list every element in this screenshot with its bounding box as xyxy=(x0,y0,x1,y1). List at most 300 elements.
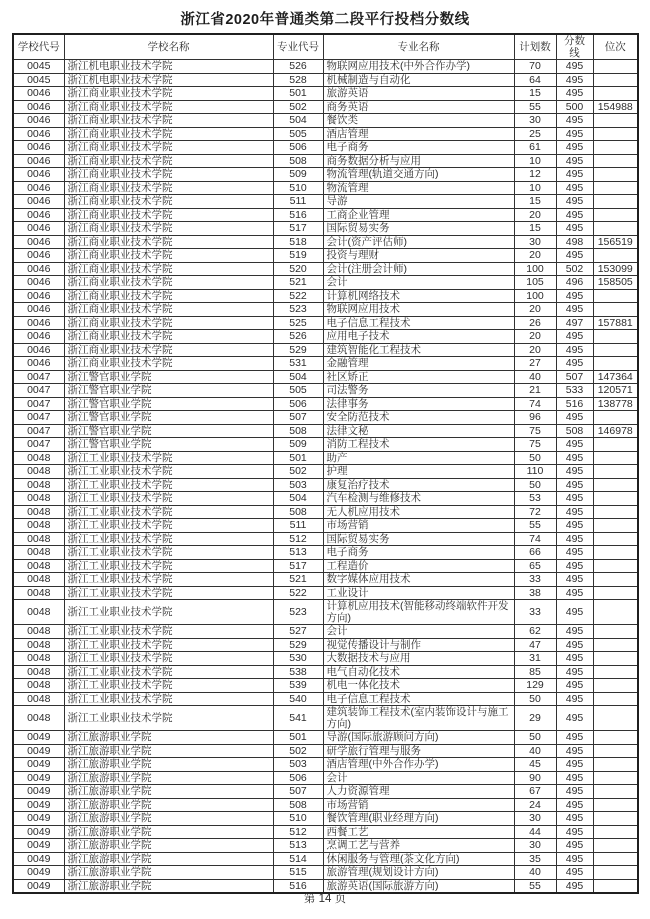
cell-score-line: 495 xyxy=(556,692,593,706)
cell-score-line: 495 xyxy=(556,532,593,546)
cell-plan-count: 20 xyxy=(514,343,556,357)
cell-score-line: 495 xyxy=(556,330,593,344)
cell-school-name: 浙江工业职业技术学院 xyxy=(64,586,273,600)
cell-major-name: 导游(国际旅游顾问方向) xyxy=(323,731,514,745)
cell-school-code: 0046 xyxy=(13,127,64,141)
cell-major-name: 康复治疗技术 xyxy=(323,478,514,492)
cell-school-code: 0048 xyxy=(13,546,64,560)
cell-major-code: 508 xyxy=(273,798,323,812)
cell-score-line: 495 xyxy=(556,168,593,182)
cell-plan-count: 67 xyxy=(514,785,556,799)
table-row xyxy=(13,424,638,438)
cell-score-line: 495 xyxy=(556,586,593,600)
cell-major-name: 物联网应用技术 xyxy=(323,303,514,317)
cell-score-line: 495 xyxy=(556,195,593,209)
cell-school-name: 浙江旅游职业学院 xyxy=(64,771,273,785)
cell-major-name: 会计(资产评估师) xyxy=(323,235,514,249)
table-row xyxy=(13,330,638,344)
cell-school-code: 0049 xyxy=(13,731,64,745)
cell-school-code: 0046 xyxy=(13,141,64,155)
cell-school-code: 0049 xyxy=(13,744,64,758)
cell-score-line: 495 xyxy=(556,785,593,799)
cell-major-code: 540 xyxy=(273,692,323,706)
page-title: 浙江省2020年普通类第二段平行投档分数线 xyxy=(180,12,470,28)
cell-school-name: 浙江商业职业技术学院 xyxy=(64,168,273,182)
cell-plan-count: 15 xyxy=(514,87,556,101)
cell-school-code: 0048 xyxy=(13,692,64,706)
cell-plan-count: 75 xyxy=(514,438,556,452)
table-row xyxy=(13,652,638,666)
cell-major-code: 528 xyxy=(273,73,323,87)
cell-school-code: 0048 xyxy=(13,478,64,492)
cell-plan-count: 10 xyxy=(514,154,556,168)
cell-score-line: 502 xyxy=(556,262,593,276)
cell-major-code: 508 xyxy=(273,505,323,519)
cell-rank xyxy=(593,625,638,639)
score-table-body xyxy=(13,60,638,893)
cell-major-code: 512 xyxy=(273,825,323,839)
cell-major-name: 工程造价 xyxy=(323,559,514,573)
cell-score-line: 495 xyxy=(556,600,593,625)
cell-plan-count: 24 xyxy=(514,798,556,812)
cell-plan-count: 55 xyxy=(514,519,556,533)
cell-school-code: 0046 xyxy=(13,154,64,168)
table-row xyxy=(13,262,638,276)
cell-school-code: 0046 xyxy=(13,343,64,357)
cell-school-name: 浙江旅游职业学院 xyxy=(64,839,273,853)
cell-school-name: 浙江警官职业学院 xyxy=(64,384,273,398)
cell-score-line: 495 xyxy=(556,222,593,236)
cell-score-line: 516 xyxy=(556,397,593,411)
cell-major-name: 建筑装饰工程技术(室内装饰设计与施工方向) xyxy=(323,706,514,731)
cell-plan-count: 65 xyxy=(514,559,556,573)
cell-major-name: 电子商务 xyxy=(323,546,514,560)
cell-major-code: 505 xyxy=(273,127,323,141)
table-row xyxy=(13,692,638,706)
cell-major-code: 509 xyxy=(273,168,323,182)
cell-major-name: 物流管理(轨道交通方向) xyxy=(323,168,514,182)
cell-school-code: 0048 xyxy=(13,625,64,639)
cell-rank xyxy=(593,546,638,560)
cell-plan-count: 100 xyxy=(514,262,556,276)
cell-score-line: 495 xyxy=(556,438,593,452)
table-row xyxy=(13,478,638,492)
cell-major-name: 投资与理财 xyxy=(323,249,514,263)
cell-plan-count: 50 xyxy=(514,478,556,492)
cell-major-code: 502 xyxy=(273,744,323,758)
cell-major-name: 视觉传播设计与制作 xyxy=(323,638,514,652)
cell-score-line: 495 xyxy=(556,492,593,506)
cell-score-line: 495 xyxy=(556,343,593,357)
table-row xyxy=(13,638,638,652)
cell-school-name: 浙江商业职业技术学院 xyxy=(64,357,273,371)
cell-major-code: 525 xyxy=(273,316,323,330)
cell-major-name: 会计 xyxy=(323,276,514,290)
cell-rank xyxy=(593,181,638,195)
cell-school-code: 0049 xyxy=(13,785,64,799)
cell-school-code: 0047 xyxy=(13,424,64,438)
cell-score-line: 495 xyxy=(556,289,593,303)
score-table-head-row xyxy=(13,34,638,60)
cell-rank: 147364 xyxy=(593,370,638,384)
cell-major-code: 508 xyxy=(273,154,323,168)
cell-plan-count: 64 xyxy=(514,73,556,87)
cell-school-code: 0047 xyxy=(13,370,64,384)
cell-score-line: 495 xyxy=(556,573,593,587)
page-number: 第 14 页 xyxy=(303,893,347,905)
cell-major-name: 机电一体化技术 xyxy=(323,679,514,693)
cell-major-name: 市场营销 xyxy=(323,519,514,533)
cell-school-name: 浙江工业职业技术学院 xyxy=(64,625,273,639)
cell-plan-count: 96 xyxy=(514,411,556,425)
column-header: 专业代号 xyxy=(273,34,323,60)
cell-school-name: 浙江机电职业技术学院 xyxy=(64,60,273,74)
cell-major-code: 504 xyxy=(273,114,323,128)
cell-plan-count: 29 xyxy=(514,706,556,731)
cell-school-name: 浙江工业职业技术学院 xyxy=(64,478,273,492)
cell-plan-count: 40 xyxy=(514,370,556,384)
cell-major-name: 汽车检测与维修技术 xyxy=(323,492,514,506)
cell-major-name: 导游 xyxy=(323,195,514,209)
cell-major-code: 531 xyxy=(273,357,323,371)
cell-school-name: 浙江商业职业技术学院 xyxy=(64,235,273,249)
cell-major-name: 物流管理 xyxy=(323,181,514,195)
cell-school-code: 0048 xyxy=(13,652,64,666)
cell-major-name: 数字媒体应用技术 xyxy=(323,573,514,587)
cell-major-code: 539 xyxy=(273,679,323,693)
cell-school-code: 0048 xyxy=(13,465,64,479)
cell-major-name: 物联网应用技术(中外合作办学) xyxy=(323,60,514,74)
score-table xyxy=(12,33,639,894)
cell-score-line: 495 xyxy=(556,127,593,141)
cell-school-name: 浙江商业职业技术学院 xyxy=(64,249,273,263)
cell-plan-count: 72 xyxy=(514,505,556,519)
table-row xyxy=(13,546,638,560)
table-row xyxy=(13,276,638,290)
cell-major-code: 517 xyxy=(273,222,323,236)
cell-score-line: 495 xyxy=(556,478,593,492)
cell-plan-count: 50 xyxy=(514,692,556,706)
cell-score-line: 495 xyxy=(556,839,593,853)
cell-rank xyxy=(593,731,638,745)
cell-major-name: 电子商务 xyxy=(323,141,514,155)
cell-plan-count: 33 xyxy=(514,600,556,625)
cell-score-line: 495 xyxy=(556,451,593,465)
cell-school-code: 0046 xyxy=(13,289,64,303)
cell-school-code: 0046 xyxy=(13,276,64,290)
cell-plan-count: 74 xyxy=(514,397,556,411)
cell-major-code: 514 xyxy=(273,852,323,866)
cell-score-line: 495 xyxy=(556,758,593,772)
cell-major-code: 527 xyxy=(273,625,323,639)
cell-score-line: 495 xyxy=(556,87,593,101)
cell-school-name: 浙江商业职业技术学院 xyxy=(64,222,273,236)
cell-school-code: 0048 xyxy=(13,559,64,573)
cell-rank xyxy=(593,411,638,425)
cell-school-name: 浙江商业职业技术学院 xyxy=(64,100,273,114)
cell-major-code: 513 xyxy=(273,546,323,560)
cell-rank xyxy=(593,706,638,731)
column-header: 位次 xyxy=(593,34,638,60)
cell-major-name: 消防工程技术 xyxy=(323,438,514,452)
cell-major-code: 526 xyxy=(273,60,323,74)
cell-school-code: 0046 xyxy=(13,195,64,209)
cell-rank: 153099 xyxy=(593,262,638,276)
cell-school-name: 浙江旅游职业学院 xyxy=(64,785,273,799)
cell-major-code: 541 xyxy=(273,706,323,731)
cell-major-name: 计算机应用技术(智能移动终端软件开发方向) xyxy=(323,600,514,625)
cell-school-name: 浙江工业职业技术学院 xyxy=(64,451,273,465)
cell-score-line: 495 xyxy=(556,411,593,425)
cell-school-name: 浙江旅游职业学院 xyxy=(64,866,273,880)
cell-plan-count: 53 xyxy=(514,492,556,506)
cell-plan-count: 31 xyxy=(514,652,556,666)
cell-major-name: 护理 xyxy=(323,465,514,479)
cell-major-code: 503 xyxy=(273,758,323,772)
cell-major-name: 机械制造与自动化 xyxy=(323,73,514,87)
cell-school-name: 浙江机电职业技术学院 xyxy=(64,73,273,87)
cell-plan-count: 15 xyxy=(514,195,556,209)
table-row xyxy=(13,316,638,330)
cell-rank xyxy=(593,852,638,866)
cell-school-code: 0049 xyxy=(13,812,64,826)
cell-major-name: 会计 xyxy=(323,625,514,639)
table-row xyxy=(13,731,638,745)
cell-school-code: 0046 xyxy=(13,114,64,128)
cell-score-line: 495 xyxy=(556,825,593,839)
cell-school-code: 0046 xyxy=(13,357,64,371)
cell-score-line: 495 xyxy=(556,638,593,652)
cell-rank xyxy=(593,785,638,799)
cell-rank xyxy=(593,357,638,371)
cell-plan-count: 44 xyxy=(514,825,556,839)
cell-school-name: 浙江警官职业学院 xyxy=(64,397,273,411)
cell-school-name: 浙江工业职业技术学院 xyxy=(64,706,273,731)
cell-school-code: 0048 xyxy=(13,573,64,587)
cell-rank xyxy=(593,492,638,506)
cell-school-name: 浙江商业职业技术学院 xyxy=(64,141,273,155)
cell-major-name: 商务数据分析与应用 xyxy=(323,154,514,168)
table-row xyxy=(13,706,638,731)
cell-score-line: 495 xyxy=(556,154,593,168)
cell-major-code: 509 xyxy=(273,438,323,452)
table-row xyxy=(13,222,638,236)
cell-major-name: 建筑智能化工程技术 xyxy=(323,343,514,357)
cell-major-code: 517 xyxy=(273,559,323,573)
cell-major-name: 国际贸易实务 xyxy=(323,532,514,546)
cell-rank xyxy=(593,600,638,625)
cell-school-name: 浙江工业职业技术学院 xyxy=(64,505,273,519)
cell-school-name: 浙江旅游职业学院 xyxy=(64,852,273,866)
cell-school-name: 浙江警官职业学院 xyxy=(64,438,273,452)
cell-school-code: 0046 xyxy=(13,208,64,222)
cell-school-name: 浙江工业职业技术学院 xyxy=(64,692,273,706)
cell-score-line: 495 xyxy=(556,812,593,826)
table-row xyxy=(13,586,638,600)
cell-school-name: 浙江旅游职业学院 xyxy=(64,879,273,893)
cell-school-code: 0046 xyxy=(13,181,64,195)
table-row xyxy=(13,73,638,87)
table-row xyxy=(13,744,638,758)
cell-school-name: 浙江工业职业技术学院 xyxy=(64,665,273,679)
cell-rank xyxy=(593,195,638,209)
cell-school-code: 0046 xyxy=(13,168,64,182)
cell-major-name: 计算机网络技术 xyxy=(323,289,514,303)
cell-school-code: 0048 xyxy=(13,706,64,731)
cell-major-code: 506 xyxy=(273,397,323,411)
cell-score-line: 508 xyxy=(556,424,593,438)
cell-major-name: 旅游管理(规划设计方向) xyxy=(323,866,514,880)
cell-major-code: 523 xyxy=(273,600,323,625)
table-row xyxy=(13,866,638,880)
cell-school-code: 0048 xyxy=(13,638,64,652)
cell-plan-count: 30 xyxy=(514,114,556,128)
cell-plan-count: 55 xyxy=(514,100,556,114)
cell-major-name: 司法警务 xyxy=(323,384,514,398)
cell-school-name: 浙江旅游职业学院 xyxy=(64,825,273,839)
cell-major-code: 504 xyxy=(273,492,323,506)
cell-rank xyxy=(593,114,638,128)
cell-major-name: 应用电子技术 xyxy=(323,330,514,344)
cell-score-line: 496 xyxy=(556,276,593,290)
cell-score-line: 500 xyxy=(556,100,593,114)
cell-school-name: 浙江警官职业学院 xyxy=(64,411,273,425)
cell-school-name: 浙江工业职业技术学院 xyxy=(64,652,273,666)
cell-major-code: 521 xyxy=(273,276,323,290)
cell-major-name: 工业设计 xyxy=(323,586,514,600)
cell-major-name: 无人机应用技术 xyxy=(323,505,514,519)
cell-school-code: 0048 xyxy=(13,532,64,546)
cell-major-code: 510 xyxy=(273,181,323,195)
cell-major-name: 会计 xyxy=(323,771,514,785)
cell-score-line: 495 xyxy=(556,519,593,533)
cell-score-line: 495 xyxy=(556,559,593,573)
table-row xyxy=(13,100,638,114)
table-row xyxy=(13,384,638,398)
cell-plan-count: 90 xyxy=(514,771,556,785)
table-row xyxy=(13,343,638,357)
cell-rank xyxy=(593,505,638,519)
cell-score-line: 495 xyxy=(556,181,593,195)
cell-major-name: 休闲服务与管理(茶文化方向) xyxy=(323,852,514,866)
cell-plan-count: 30 xyxy=(514,839,556,853)
cell-school-code: 0047 xyxy=(13,384,64,398)
cell-major-code: 529 xyxy=(273,343,323,357)
cell-major-name: 研学旅行管理与服务 xyxy=(323,744,514,758)
cell-major-name: 电子信息工程技术 xyxy=(323,692,514,706)
cell-school-code: 0049 xyxy=(13,758,64,772)
cell-rank xyxy=(593,343,638,357)
cell-plan-count: 38 xyxy=(514,586,556,600)
cell-school-name: 浙江工业职业技术学院 xyxy=(64,465,273,479)
cell-major-code: 521 xyxy=(273,573,323,587)
cell-plan-count: 30 xyxy=(514,235,556,249)
cell-school-name: 浙江商业职业技术学院 xyxy=(64,303,273,317)
cell-school-name: 浙江工业职业技术学院 xyxy=(64,546,273,560)
cell-major-name: 法律文秘 xyxy=(323,424,514,438)
cell-rank xyxy=(593,141,638,155)
cell-score-line: 495 xyxy=(556,546,593,560)
cell-major-code: 510 xyxy=(273,812,323,826)
cell-score-line: 495 xyxy=(556,505,593,519)
cell-plan-count: 55 xyxy=(514,879,556,893)
cell-major-code: 511 xyxy=(273,195,323,209)
cell-score-line: 495 xyxy=(556,731,593,745)
cell-major-code: 504 xyxy=(273,370,323,384)
table-row xyxy=(13,208,638,222)
cell-school-code: 0048 xyxy=(13,665,64,679)
cell-rank xyxy=(593,60,638,74)
cell-major-name: 市场营销 xyxy=(323,798,514,812)
column-header: 学校代号 xyxy=(13,34,64,60)
cell-school-code: 0049 xyxy=(13,879,64,893)
cell-major-code: 501 xyxy=(273,451,323,465)
cell-plan-count: 50 xyxy=(514,731,556,745)
table-row xyxy=(13,573,638,587)
cell-school-code: 0049 xyxy=(13,798,64,812)
cell-score-line: 495 xyxy=(556,303,593,317)
cell-rank xyxy=(593,839,638,853)
cell-school-code: 0045 xyxy=(13,60,64,74)
cell-rank xyxy=(593,798,638,812)
cell-rank xyxy=(593,222,638,236)
cell-major-name: 社区矫正 xyxy=(323,370,514,384)
cell-score-line: 495 xyxy=(556,249,593,263)
cell-score-line: 495 xyxy=(556,114,593,128)
cell-school-name: 浙江商业职业技术学院 xyxy=(64,343,273,357)
cell-school-name: 浙江旅游职业学院 xyxy=(64,812,273,826)
cell-plan-count: 20 xyxy=(514,330,556,344)
cell-score-line: 495 xyxy=(556,141,593,155)
cell-plan-count: 110 xyxy=(514,465,556,479)
cell-major-code: 518 xyxy=(273,235,323,249)
cell-major-name: 法律事务 xyxy=(323,397,514,411)
cell-school-code: 0048 xyxy=(13,492,64,506)
cell-school-code: 0046 xyxy=(13,87,64,101)
cell-plan-count: 33 xyxy=(514,573,556,587)
cell-major-code: 526 xyxy=(273,330,323,344)
cell-score-line: 495 xyxy=(556,679,593,693)
cell-rank xyxy=(593,665,638,679)
cell-rank: 154988 xyxy=(593,100,638,114)
table-row xyxy=(13,679,638,693)
cell-major-code: 519 xyxy=(273,249,323,263)
table-row xyxy=(13,289,638,303)
cell-school-code: 0048 xyxy=(13,519,64,533)
cell-plan-count: 25 xyxy=(514,127,556,141)
cell-major-name: 国际贸易实务 xyxy=(323,222,514,236)
table-row xyxy=(13,141,638,155)
cell-school-name: 浙江旅游职业学院 xyxy=(64,731,273,745)
cell-school-name: 浙江商业职业技术学院 xyxy=(64,87,273,101)
cell-rank: 158505 xyxy=(593,276,638,290)
cell-major-code: 522 xyxy=(273,289,323,303)
cell-score-line: 495 xyxy=(556,357,593,371)
cell-score-line: 495 xyxy=(556,771,593,785)
cell-rank xyxy=(593,758,638,772)
cell-plan-count: 85 xyxy=(514,665,556,679)
cell-major-code: 503 xyxy=(273,478,323,492)
cell-plan-count: 100 xyxy=(514,289,556,303)
table-row xyxy=(13,825,638,839)
cell-school-code: 0047 xyxy=(13,411,64,425)
cell-major-name: 旅游英语 xyxy=(323,87,514,101)
cell-school-code: 0049 xyxy=(13,771,64,785)
cell-score-line: 495 xyxy=(556,852,593,866)
cell-school-name: 浙江商业职业技术学院 xyxy=(64,181,273,195)
cell-major-code: 523 xyxy=(273,303,323,317)
cell-plan-count: 129 xyxy=(514,679,556,693)
